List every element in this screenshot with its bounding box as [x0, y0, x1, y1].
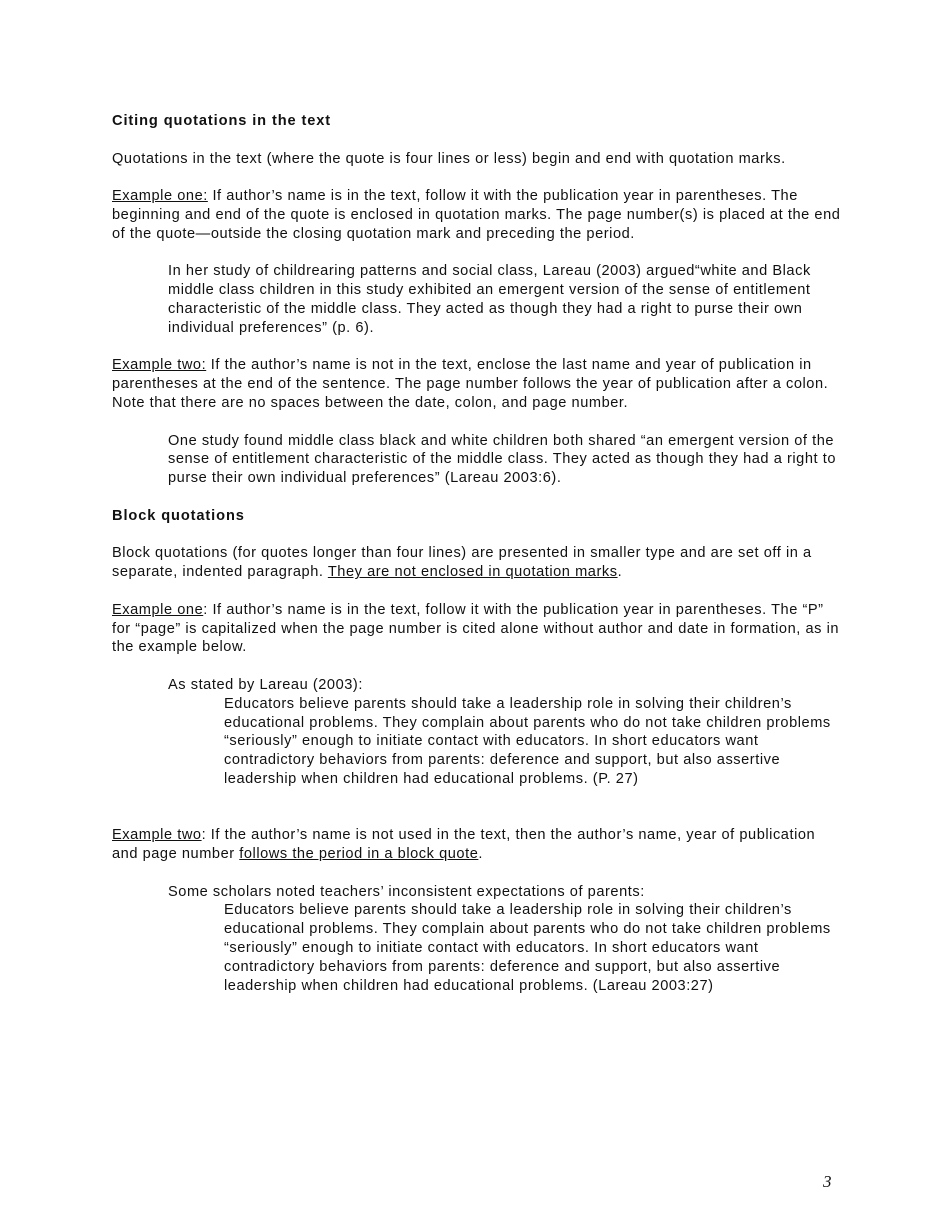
paragraph-citing-example-one — [112, 187, 842, 243]
paragraph-citing-intro: Quotations in the text (where the quote is four lines or less) begin and end with quotation marks. — [112, 150, 786, 167]
quote-example-two: One study found middle class black and white children both shared “an emergent version of the sense of entitlement characteristic of the middle class. They acted as though they had a right to purse their own individual preferences” (Lareau 2003:6). — [168, 432, 836, 487]
block-example-one-text: : If author’s name is in the text, follow it with the publication year in parentheses. The “P” for “page” is capitalized when the page number is cited alone without author and date in formation, as in the example below. — [112, 601, 840, 656]
section-heading-block-quotations: Block quotations — [112, 507, 245, 524]
paragraph-citing-example-two — [112, 356, 842, 412]
block-intro-text: Block quotations (for quotes longer than four lines) are presented in smaller type and are set off in a separate, indented paragraph. — [112, 545, 812, 581]
block-example-two-label: Example two — [112, 827, 202, 844]
block-example-two-underlined: follows the period in a block quote — [239, 846, 479, 863]
page-number: 3 — [823, 1172, 832, 1191]
section-heading-citing-quotations: Citing quotations in the text — [112, 113, 332, 129]
example-two-text: If the author’s name is not in the text, enclose the last name and year of publication in parentheses at the end of the sentence. The page number follows the year of publication after a colon. Note that there are no spaces between the date, colon, and page number. — [112, 357, 829, 411]
example-one-text: If author’s name is in the text, follow it with the publication year in parentheses. The beginning and end of the quote is enclosed in quotation marks. The page number(s) is placed at the end of the quote—outside the closing quotation mark and preceding the period. — [112, 188, 841, 242]
block-example-one-lead: As stated by Lareau (2003): — [168, 676, 363, 693]
paragraph-block-example-one — [112, 601, 842, 657]
block-quote-example-two: Educators believe parents should take a leadership role in solving their children’s educational problems. They complain about parents who do not take children problems “seriously” enough to initiate contact with educators. In short educators want contradictory behaviors from parents: deference and support, but also assertive leadership when children had educational problems. (Lareau 2003:27) — [224, 902, 831, 994]
block-intro-underlined: They are not enclosed in quotation marks — [327, 564, 618, 581]
block-example-two-text: : If the author’s name is not used in the text, then the author’s name, year of publication and page number — [112, 827, 816, 863]
block-example-two-lead: Some scholars noted teachers’ inconsistent expectations of parents: — [168, 883, 645, 900]
block-example-two-end: . — [478, 846, 483, 863]
example-two-label: Example two: — [112, 357, 207, 374]
document-page — [112, 112, 842, 995]
block-example-one-label: Example one — [112, 601, 204, 618]
paragraph-block-example-two — [112, 826, 842, 864]
example-one-label: Example one: — [112, 188, 208, 205]
paragraph-block-intro — [112, 544, 842, 582]
quote-example-one: In her study of childrearing patterns and social class, Lareau (2003) argued“white and Black middle class children in this study exhibited an emergent version of the sense of entitlement characteristic of the middle class. They acted as though they had a right to purse their own individual preferences” (p. 6). — [168, 263, 811, 336]
block-intro-end: . — [617, 564, 623, 581]
block-quote-example-one: Educators believe parents should take a leadership role in solving their children’s educational problems. They complain about parents who do not take children problems “seriously” enough to initiate contact with educators. In short educators want contradictory behaviors from parents: deference and support, but also assertive leadership when children had educational problems. (P. 27) — [224, 695, 831, 787]
